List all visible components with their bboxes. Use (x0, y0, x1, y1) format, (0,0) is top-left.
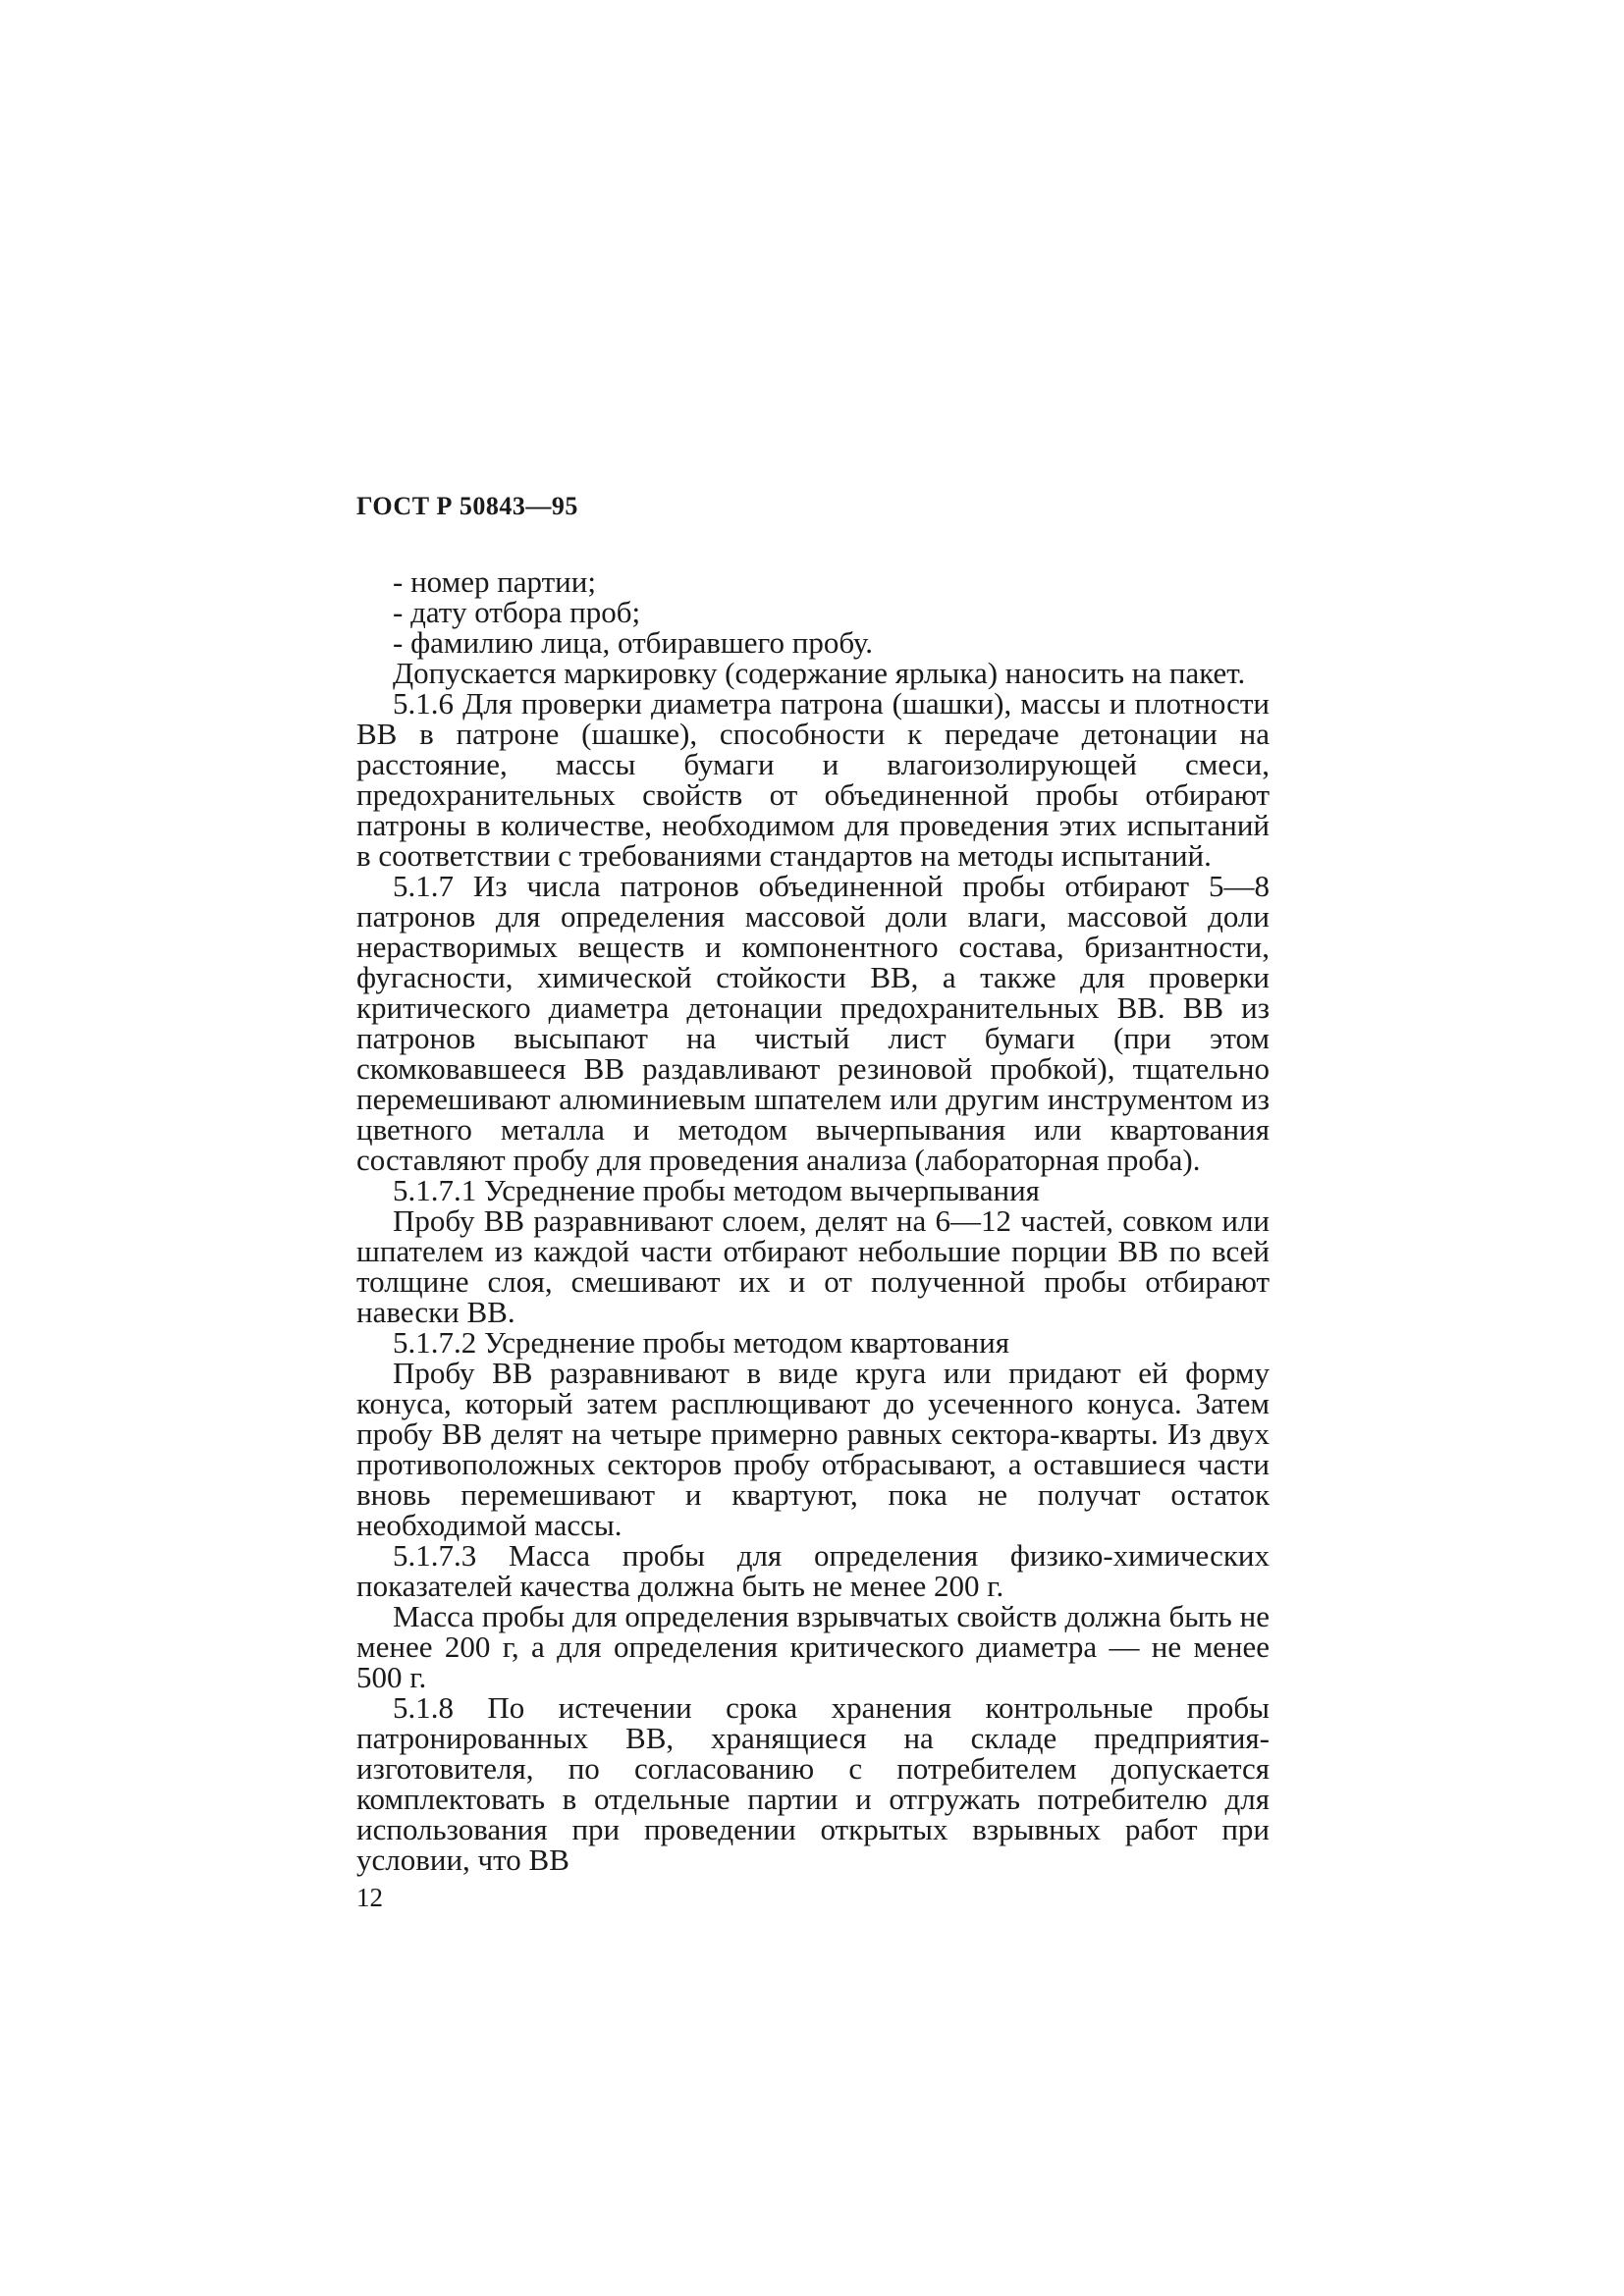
section-heading: 5.1.7.2 Усреднение пробы методом квартования (393, 1325, 1009, 1360)
list-item: - номер партии; (393, 564, 596, 599)
list-item: - дату отбора проб; (393, 595, 641, 629)
paragraph: Пробу ВВ разравнивают слоем, делят на 6—12 частей, совком или шпателем из каждой части отбирают небольшие порции ВВ по всей толщине слоя, смешивают их и от полученной пробы отбирают навески ВВ. (356, 1203, 1270, 1329)
paragraph: Масса пробы для определения взрывчатых свойств должна быть не менее 200 г, а для определения критического диаметра — не менее 500 г. (356, 1599, 1270, 1694)
paragraph: Пробу ВВ разравнивают в виде круга или придают ей форму конуса, который затем расплющивают до усеченного конуса. Затем пробу ВВ делят на четыре примерно равных сектора-кварты. Из двух противоположных секторов пробу отбрасывают, а оставшиеся части вновь перемешивают и квартуют, пока не получат остаток необходимой массы. (356, 1356, 1270, 1542)
paragraph: 5.1.7 Из числа патронов объединенной пробы отбирают 5—8 патронов для определения массовой доли влаги, массовой доли нерастворимых веществ и компонентного состава, бризантности, фугасности, химической стойкости ВВ, а также для проверки критического диаметра детонации предохранительных ВВ. ВВ из патронов высыпают на чистый лист бумаги (при этом скомковавшееся ВВ раздавливают резиновой пробкой), тщательно перемешивают алюминиевым шпателем или другим инструментом из цветного металла и методом вычерпывания или квартования составляют пробу для проведения анализа (лабораторная проба). (356, 869, 1270, 1177)
paragraph: 5.1.6 Для проверки диаметра патрона (шашки), массы и плотности ВВ в патроне (шашке), способности к передаче детонации на расстояние, массы бумаги и влагоизолирующей смеси, предохранительных свойств от объединенной пробы отбирают патроны в количестве, необходимом для проведения этих испытаний в соответствии с требованиями стандартов на методы испытаний. (356, 686, 1270, 873)
paragraph: Допускается маркировку (содержание ярлыка) наносить на пакет. (393, 656, 1246, 690)
list-item: - фамилию лица, отбиравшего пробу. (393, 625, 874, 660)
paragraph: 5.1.8 По истечении срока хранения контрольные пробы патронированных ВВ, хранящиеся на складе предприятия-изготовителя, по согласованию с потребителем допускается комплектовать в отдельные партии и отгружать потребителю для использования при проведении открытых взрывных работ при условии, что ВВ (356, 1690, 1270, 1877)
section-heading: 5.1.7.1 Усреднение пробы методом вычерпывания (393, 1173, 1040, 1207)
page-number: 12 (356, 1883, 383, 1912)
document-page (356, 491, 1270, 1913)
paragraph: 5.1.7.3 Масса пробы для определения физико-химических показателей качества должна быть не менее 200 г. (356, 1538, 1270, 1603)
document-header: ГОСТ Р 50843—95 (356, 492, 578, 520)
